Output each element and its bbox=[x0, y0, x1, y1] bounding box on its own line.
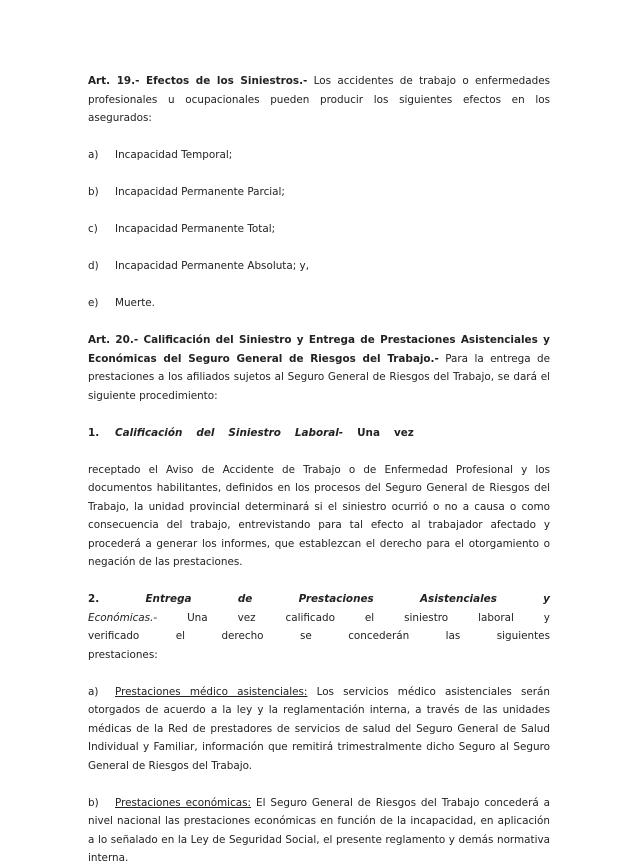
art20-paragraph bbox=[88, 350, 550, 406]
item-label: a) bbox=[88, 149, 99, 161]
art20-body: Para la entrega de prestaciones a los afiliados sujetos al Seguro General de Riesgos del Trabajo, se dará el siguiente procedimiento: bbox=[88, 352, 551, 402]
item-body: Los servicios médico asistenciales serán otorgados de acuerdo a la ley y la reglamentación interna, a través de las unidades médicas de la Red de prestadores de servicios de salud del Seguro General de Salud Individual y Familiar, información que remitirá trimestralmente dicho Seguro al Seguro General de Riesgos del Trabajo. bbox=[88, 685, 550, 772]
item-text: Incapacidad Temporal; bbox=[115, 149, 233, 161]
section-word: Una bbox=[357, 426, 380, 439]
item-text: Muerte. bbox=[115, 297, 155, 309]
section-1-body: receptado el Aviso de Accidente de Trabajo o de Enfermedad Profesional y los documentos habilitantes, definidos en los procesos del Seguro General de Riesgos del Trabajo, la unidad provincial determinará si el siniestro ocurrió o no a causa o como consecuencia del trabajo, entrevistando para tal efecto al trabajador afectado y procederá a generar los informes, que establezcan el derecho para el otorgamiento o negación de las prestaciones. bbox=[88, 463, 550, 568]
section-title-word: Económicas.- bbox=[88, 611, 158, 624]
art19-item-d bbox=[88, 257, 550, 276]
item-title: Prestaciones económicas: bbox=[115, 796, 252, 809]
item-label: b) bbox=[88, 186, 99, 198]
art20-heading-line1 bbox=[88, 331, 550, 350]
art19-body: Los accidentes de trabajo o enfermedades profesionales u ocupacionales pueden producir los siguientes efectos en los asegurados: bbox=[88, 75, 550, 124]
heading-word: y bbox=[296, 334, 304, 346]
item-text: Incapacidad Permanente Parcial; bbox=[115, 186, 285, 198]
section-title-word: Prestaciones bbox=[298, 593, 374, 605]
item-text: Incapacidad Permanente Absoluta; y, bbox=[115, 260, 309, 272]
section-word: vez bbox=[393, 426, 414, 439]
art19-item-a bbox=[88, 146, 550, 165]
art19-item-c bbox=[88, 220, 550, 239]
section-word: Una bbox=[187, 611, 208, 624]
item-label: b) bbox=[88, 796, 99, 809]
heading-word: del bbox=[215, 334, 234, 346]
section-title-word: del bbox=[196, 426, 215, 439]
section-title-word: Siniestro bbox=[228, 426, 281, 439]
section-word: vez bbox=[237, 611, 256, 624]
item-title: Prestaciones médico asistenciales: bbox=[115, 685, 308, 698]
item-label: c) bbox=[88, 223, 98, 235]
section-word: verificado bbox=[88, 630, 140, 642]
heading-word: Art. bbox=[88, 334, 111, 346]
section-word: laboral bbox=[478, 611, 514, 624]
section-title-word: y bbox=[543, 593, 550, 605]
heading-word: de bbox=[360, 334, 375, 346]
section-2-line1 bbox=[88, 590, 550, 609]
section-title-word: Entrega bbox=[145, 593, 192, 605]
item-label: a) bbox=[88, 685, 99, 698]
section-2-line4: prestaciones: bbox=[88, 648, 158, 661]
section-word: derecho bbox=[221, 630, 264, 642]
art19-heading: Art. 19.- Efectos de los Siniestros.- bbox=[88, 75, 308, 87]
section-1-heading bbox=[88, 424, 550, 443]
section-2-item-b bbox=[88, 794, 550, 868]
heading-word: y bbox=[543, 334, 550, 346]
section-word: siniestro bbox=[404, 611, 449, 624]
section-word: el bbox=[175, 630, 185, 642]
section-2-item-a bbox=[88, 683, 550, 776]
section-word: el bbox=[364, 611, 375, 624]
section-word: se bbox=[299, 630, 312, 642]
section-number: 1. bbox=[88, 426, 100, 439]
section-word: las bbox=[445, 630, 461, 642]
art19-item-b bbox=[88, 183, 550, 202]
section-2-line3 bbox=[88, 627, 550, 646]
section-title-word: Laboral- bbox=[294, 426, 344, 439]
section-word: calificado bbox=[285, 611, 335, 624]
section-title-word: Asistenciales bbox=[419, 593, 497, 605]
section-word: y bbox=[543, 611, 550, 624]
heading-word: Calificación bbox=[143, 334, 211, 346]
section-2-line2 bbox=[88, 609, 550, 628]
section-number: 2. bbox=[88, 593, 100, 605]
item-body: El Seguro General de Riesgos del Trabajo concederá a nivel nacional las prestaciones económicas en función de la incapacidad, en aplicación a lo señalado en la Ley de Seguridad Social, el presente reglamento y demás normativa interna. bbox=[88, 796, 551, 864]
section-word: siguientes bbox=[496, 630, 550, 642]
section-title-word: de bbox=[237, 593, 253, 605]
heading-word: 20.- bbox=[115, 334, 139, 346]
heading-word: Prestaciones bbox=[380, 334, 456, 346]
art19-item-e bbox=[88, 294, 550, 313]
heading-word: Entrega bbox=[308, 334, 355, 346]
heading-word: Asistenciales bbox=[460, 334, 538, 346]
item-label: d) bbox=[88, 260, 99, 272]
art20-heading-line2: Económicas del Seguro General de Riesgos del Trabajo.- bbox=[88, 352, 439, 365]
item-text: Incapacidad Permanente Total; bbox=[115, 223, 276, 235]
section-title-word: Calificación bbox=[115, 426, 183, 439]
heading-word: Siniestro bbox=[239, 334, 292, 346]
section-word: concederán bbox=[348, 630, 410, 642]
item-label: e) bbox=[88, 297, 99, 309]
art19-paragraph bbox=[88, 72, 550, 128]
